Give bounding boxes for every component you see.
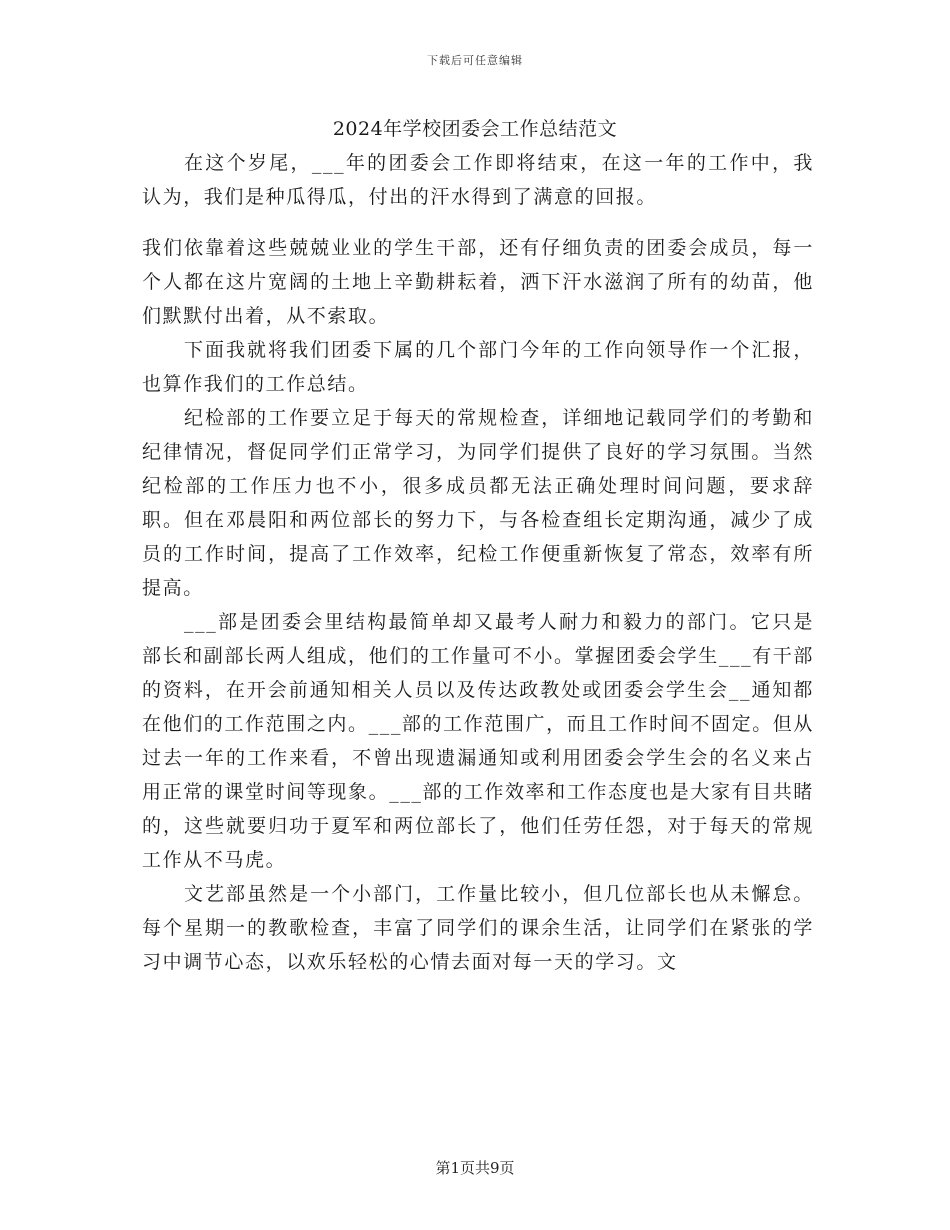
intro-block	[142, 146, 814, 214]
paragraph-report-intro: 下面我就将我们团委下属的几个部门今年的工作向领导作一个汇报，也算作我们的工作总结。	[142, 339, 814, 395]
document-title: 2024年学校团委会工作总结范文	[332, 118, 618, 140]
intro-paragraph: 在这个岁尾，___年的团委会工作即将结束，在这一年的工作中，我认为，我们是种瓜得瓜，付出的汗水得到了满意的回报。	[142, 152, 814, 208]
paragraph-cadres: 我们依靠着这些兢兢业业的学生干部，还有仔细负责的团委会成员，每一个人都在这片宽阔的土地上辛勤耕耘着，洒下汗水滋润了所有的幼苗，他们默默付出着，从不索取。	[142, 237, 814, 327]
paragraph-arts-dept: 文艺部虽然是一个小部门，工作量比较小，但几位部长也从未懈怠。每个星期一的教歌检查，丰富了同学们的课余生活，让同学们在紧张的学习中调节心态，以欢乐轻松的心情去面对每一天的学习。文	[142, 883, 814, 973]
page-number: 第1页共9页	[435, 1159, 515, 1177]
paragraph-office-dept: ___部是团委会里结构最简单却又最考人耐力和毅力的部门。它只是部长和副部长两人组成，他们的工作量可不小。掌握团委会学生___有干部的资料，在开会前通知相关人员以及传达政教处或团委会学生会__通知都在他们的工作范围之内。___部的工作范围广，而且工作时间不固定。但从过去一年的工作来看，不曾出现遗漏通知或利用团委会学生会的名义来占用正常的课堂时间等现象。___部的工作效率和工作态度也是大家有目共睹的，这些就要归功于夏军和两位部长了，他们任劳任怨，对于每天的常规工作从不马虎。	[142, 611, 814, 871]
page-header-note: 下载后可任意编辑	[427, 54, 523, 67]
paragraph-discipline-dept: 纪检部的工作要立足于每天的常规检查，详细地记载同学们的考勤和纪律情况，督促同学们正常学习，为同学们提供了良好的学习氛围。当然纪检部的工作压力也不小，很多成员都无法正确处理时间问题，要求辞职。但在邓晨阳和两位部长的努力下，与各检查组长定期沟通，减少了成员的工作时间，提高了工作效率，纪检工作便重新恢复了常态，效率有所提高。	[142, 407, 814, 599]
body-paragraphs	[142, 231, 814, 979]
